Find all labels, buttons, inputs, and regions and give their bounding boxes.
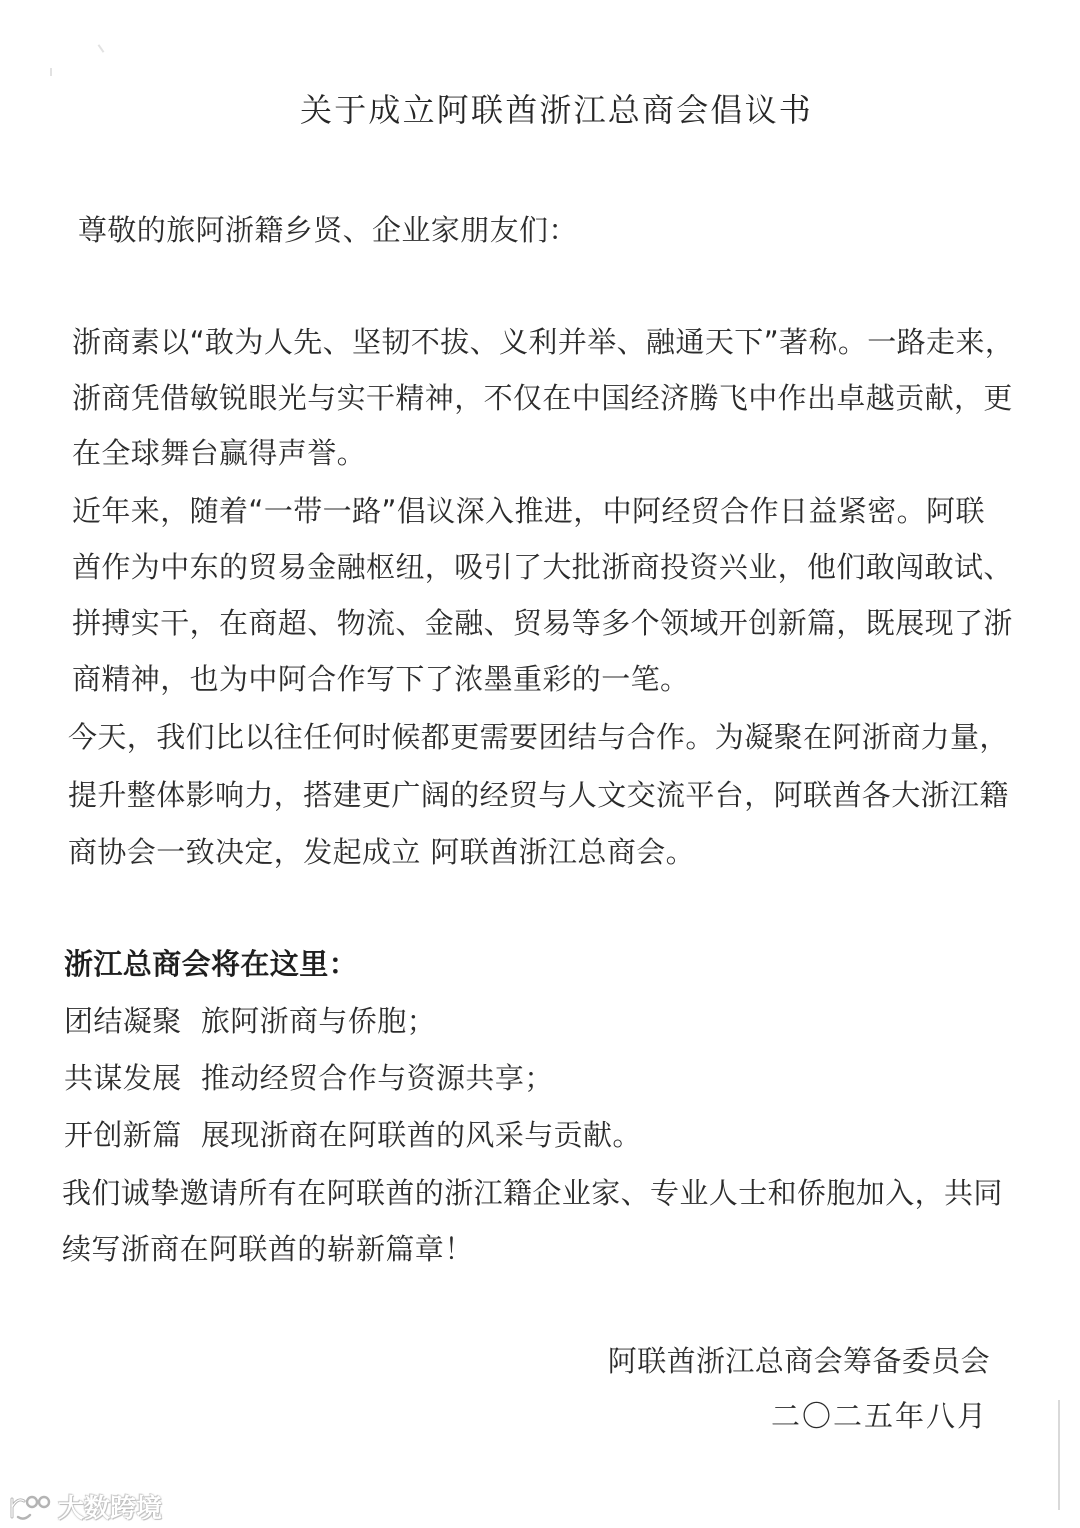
paragraph1-line1: 浙商素以“敢为人先、坚韧不拔、义利并举、融通天下”著称。一路走来， xyxy=(72,325,1015,359)
mission-item-2: 共谋发展 推动经贸合作与资源共享； xyxy=(64,1061,554,1095)
mission-heading: 浙江总商会将在这里： xyxy=(64,947,359,981)
paragraph1-line2: 浙商凭借敏锐眼光与实干精神，不仅在中国经济腾飞中作出卓越贡献，更 xyxy=(72,381,1013,415)
paragraph2-line3: 拼搏实干，在商超、物流、金融、贸易等多个领域开创新篇，既展现了浙 xyxy=(72,606,1013,640)
invitation-line2: 续写浙商在阿联酋的崭新篇章！ xyxy=(62,1232,474,1266)
brand-logo-icon xyxy=(8,1493,52,1521)
scan-edge-line xyxy=(1058,1400,1060,1510)
signature-organization: 阿联酋浙江总商会筹备委员会 xyxy=(607,1344,990,1378)
paragraph2-line2: 酋作为中东的贸易金融枢纽，吸引了大批浙商投资兴业，他们敢闯敢试、 xyxy=(72,550,1013,584)
invitation-line1: 我们诚挚邀请所有在阿联酋的浙江籍企业家、专业人士和侨胞加入，共同 xyxy=(62,1176,1003,1210)
mission-item-1: 团结凝聚 旅阿浙商与侨胞； xyxy=(64,1004,437,1038)
document-title: 关于成立阿联酋浙江总商会倡议书 xyxy=(300,91,814,129)
watermark-text: 大数跨境 xyxy=(58,1494,163,1524)
paragraph3-line2: 提升整体影响力，搭建更广阔的经贸与人文交流平台，阿联酋各大浙江籍 xyxy=(68,778,1009,812)
scan-artifact xyxy=(50,68,52,76)
paragraph3-line1: 今天，我们比以往任何时候都更需要团结与合作。为凝聚在阿浙商力量， xyxy=(68,720,1009,754)
salutation: 尊敬的旅阿浙籍乡贤、企业家朋友们： xyxy=(78,213,578,247)
paragraph2-line1: 近年来，随着“一带一路”倡议深入推进，中阿经贸合作日益紧密。阿联 xyxy=(72,494,985,528)
paragraph2-line4: 商精神，也为中阿合作写下了浓墨重彩的一笔。 xyxy=(72,662,690,696)
watermark xyxy=(8,1488,162,1525)
signature-date: 二〇二五年八月 xyxy=(770,1399,988,1433)
scan-artifact xyxy=(98,44,105,53)
paragraph3-line3: 商协会一致决定，发起成立 阿联酋浙江总商会。 xyxy=(68,835,696,869)
paragraph1-line3: 在全球舞台赢得声誉。 xyxy=(72,436,367,470)
mission-item-3: 开创新篇 展现浙商在阿联酋的风采与贡献。 xyxy=(64,1118,642,1152)
